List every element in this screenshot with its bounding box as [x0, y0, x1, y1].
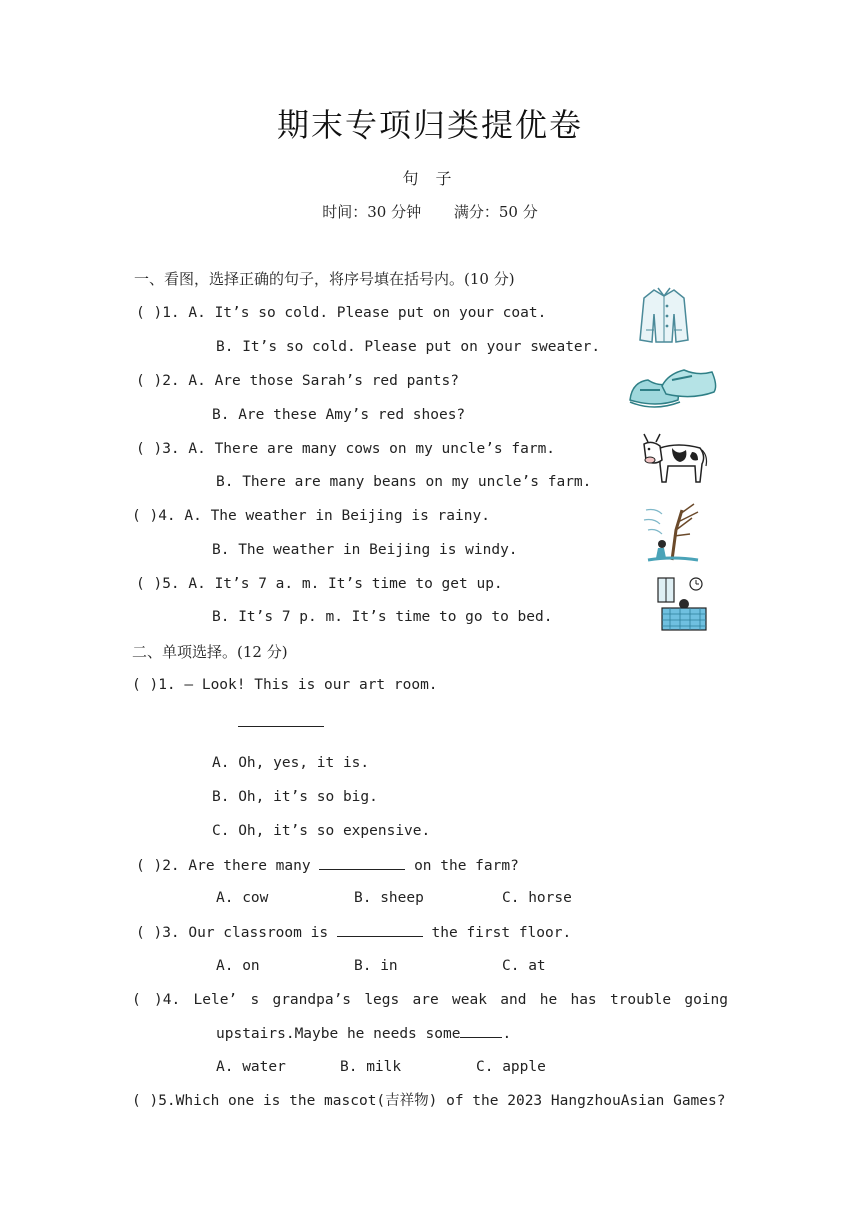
q2-option-b: B. Are these Amy’s red shoes?: [212, 407, 466, 423]
mc-q1-option-a: A. Oh, yes, it is.: [212, 755, 370, 771]
q4-option-b: B. The weather in Beijing is windy.: [212, 542, 518, 558]
mc-q3-suffix: the first floor.: [431, 925, 572, 941]
q5-option-a: ( )5. A. It’s 7 a. m. It’s time to get up.: [136, 576, 503, 592]
mc-q2-prefix: ( )2. Are there many: [136, 858, 311, 874]
mc-q1-option-c: C. Oh, it’s so expensive.: [212, 823, 431, 839]
q2-option-a: ( )2. A. Are those Sarah’s red pants?: [136, 373, 460, 389]
q3-option-b: B. There are many beans on my uncle’s farm.: [216, 474, 592, 490]
mc-q2-suffix: on the farm?: [414, 858, 519, 874]
mc-q4-option-b: B. milk: [340, 1059, 402, 1075]
mc-q5-stem: ( )5.Which one is the mascot(吉祥物) of the 2023 HangzhouAsian Games?: [132, 1093, 726, 1109]
mc-q1-stem: ( )1. — Look! This is our art room.: [132, 677, 438, 693]
shoes-icon: [626, 360, 718, 418]
child-in-bed-icon: [656, 574, 710, 634]
mc-q4-suffix: .: [502, 1026, 512, 1042]
q1-option-b: B. It’s so cold. Please put on your sweater.: [216, 339, 601, 355]
mc-q4-stem-line2: [216, 1023, 511, 1044]
mc-q3-prefix: ( )3. Our classroom is: [136, 925, 329, 941]
mc-q4-blank: [460, 1023, 502, 1038]
q4-option-a: ( )4. A. The weather in Beijing is rainy.: [132, 508, 490, 524]
mc-q2-blank: [319, 855, 405, 870]
mc-q2-options: [216, 888, 572, 908]
mc-q4-options: [216, 1057, 546, 1077]
mc-q3-stem: [136, 922, 571, 943]
q3-option-a: ( )3. A. There are many cows on my uncle’s farm.: [136, 441, 556, 457]
section-heading-2: 二、单项选择。(12 分): [132, 643, 288, 661]
mc-q3-options: [216, 956, 546, 976]
coat-icon: [636, 284, 692, 346]
windy-tree-icon: [642, 500, 702, 564]
mc-q1-option-b: B. Oh, it’s so big.: [212, 789, 378, 805]
page-subtitle: 句 子: [402, 169, 458, 188]
mc-q3-option-c: C. at: [502, 958, 546, 974]
cow-icon: [638, 430, 710, 486]
mc-q2-option-b: B. sheep: [354, 890, 424, 906]
mc-q2-option-a: A. cow: [216, 890, 269, 906]
mc-q3-blank: [337, 922, 423, 937]
q1-option-a: ( )1. A. It’s so cold. Please put on your coat.: [136, 305, 547, 321]
section-heading-1: 一、看图，选择正确的句子，将序号填在括号内。(10 分): [134, 270, 515, 288]
q5-option-b: B. It’s 7 p. m. It’s time to go to bed.: [212, 609, 553, 625]
mc-q4-prefix: upstairs.Maybe he needs some: [216, 1026, 461, 1042]
time-limit: 时间：30 分钟: [322, 203, 422, 221]
mc-q4-option-a: A. water: [216, 1059, 286, 1075]
mc-q2-stem: [136, 855, 519, 876]
full-score: 满分：50 分: [453, 203, 538, 221]
mc-q3-option-b: B. in: [354, 958, 398, 974]
page-title: 期末专项归类提优卷: [276, 106, 583, 144]
exam-meta: [0, 201, 860, 222]
mc-q4-option-c: C. apple: [476, 1059, 546, 1075]
mc-q4-stem-line1: ( )4. Lele’ s grandpa’s legs are weak and he has trouble going: [132, 992, 728, 1008]
mc-q3-option-a: A. on: [216, 958, 260, 974]
mc-q1-answer-blank: [238, 712, 324, 733]
mc-q2-option-c: C. horse: [502, 890, 572, 906]
